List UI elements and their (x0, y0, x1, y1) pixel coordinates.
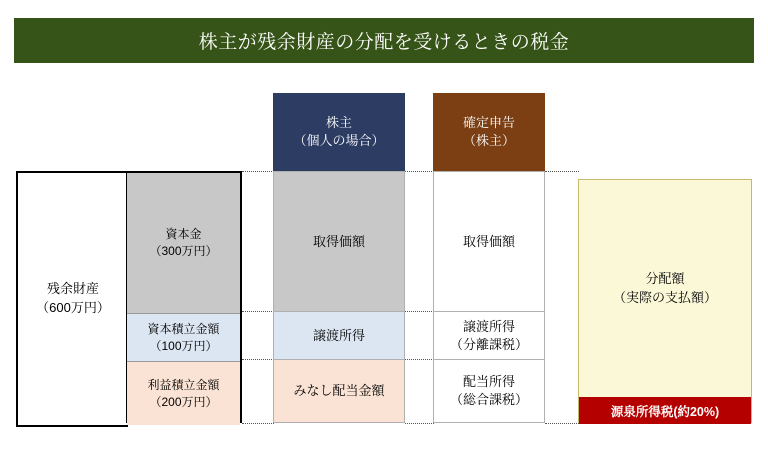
residual-assets-label: 残余財産 (46, 281, 99, 297)
filing-acquisition-cell (433, 171, 545, 311)
header-filing-line2: （株主） (462, 133, 515, 148)
shareholder-deemed-dividend-cell (273, 359, 405, 423)
diagram-title-bar (14, 18, 754, 63)
header-filing-line1: 確定申告 (462, 115, 515, 131)
connector-line-top-c (545, 171, 579, 172)
withholding-tax-label: 源泉所得税(約20%) (610, 404, 720, 419)
header-shareholder-line2: （個人の場合） (293, 133, 385, 148)
header-shareholder-line1: 株主 (325, 115, 352, 131)
filing-acquisition-label: 取得価額 (462, 233, 515, 249)
connector-line-low-a (242, 359, 274, 360)
breakdown-capital-cell (127, 173, 240, 313)
breakdown-capital-reserve-amount: （100万円） (149, 338, 218, 353)
breakdown-capital-reserve-label: 資本積立金額 (147, 321, 220, 336)
shareholder-transfer-income-label: 譲渡所得 (312, 327, 365, 343)
shareholder-transfer-income-cell (273, 311, 405, 359)
shareholder-deemed-dividend-label: みなし配当金額 (293, 383, 385, 399)
connector-line-low-b (405, 359, 434, 360)
connector-line-mid-a (242, 311, 274, 312)
filing-transfer-income-label: 譲渡所得 (462, 318, 515, 334)
connector-line-top-a (242, 171, 274, 172)
shareholder-acquisition-label: 取得価額 (312, 233, 365, 249)
breakdown-profit-reserve-label: 利益積立金額 (147, 377, 220, 392)
breakdown-column (126, 171, 242, 423)
connector-line-mid-b (405, 311, 434, 312)
connector-line-bottom-b (405, 423, 434, 424)
filing-dividend-income-label: 配当所得 (462, 374, 515, 390)
header-shareholder (273, 93, 405, 171)
breakdown-profit-reserve-cell (127, 361, 240, 425)
shareholder-column (273, 171, 405, 423)
connector-line-top-b (405, 171, 434, 172)
filing-transfer-income-cell (433, 311, 545, 359)
header-filing (433, 93, 545, 171)
filing-column (433, 171, 545, 423)
distribution-column (578, 179, 752, 423)
breakdown-capital-label: 資本金 (165, 227, 202, 242)
connector-line-bottom-a (242, 423, 274, 424)
filing-dividend-income-cell (433, 359, 545, 423)
connector-line-bottom-c (545, 423, 579, 424)
distribution-amount-note: （実際の支払額） (612, 289, 717, 305)
breakdown-profit-reserve-amount: （200万円） (149, 394, 218, 409)
shareholder-acquisition-cell (273, 171, 405, 311)
breakdown-capital-reserve-cell (127, 313, 240, 361)
filing-dividend-income-note: （総合課税） (449, 392, 528, 407)
residual-assets-box (16, 171, 128, 427)
distribution-amount-cell (579, 180, 751, 397)
residual-assets-amount: （600万円） (36, 300, 110, 315)
breakdown-capital-amount: （300万円） (149, 244, 218, 258)
page-title: 株主が残余財産の分配を受けるときの税金 (198, 32, 570, 53)
withholding-tax-cell (579, 397, 751, 424)
distribution-amount-label: 分配額 (645, 270, 685, 286)
filing-transfer-income-note: （分離課税） (449, 336, 528, 352)
